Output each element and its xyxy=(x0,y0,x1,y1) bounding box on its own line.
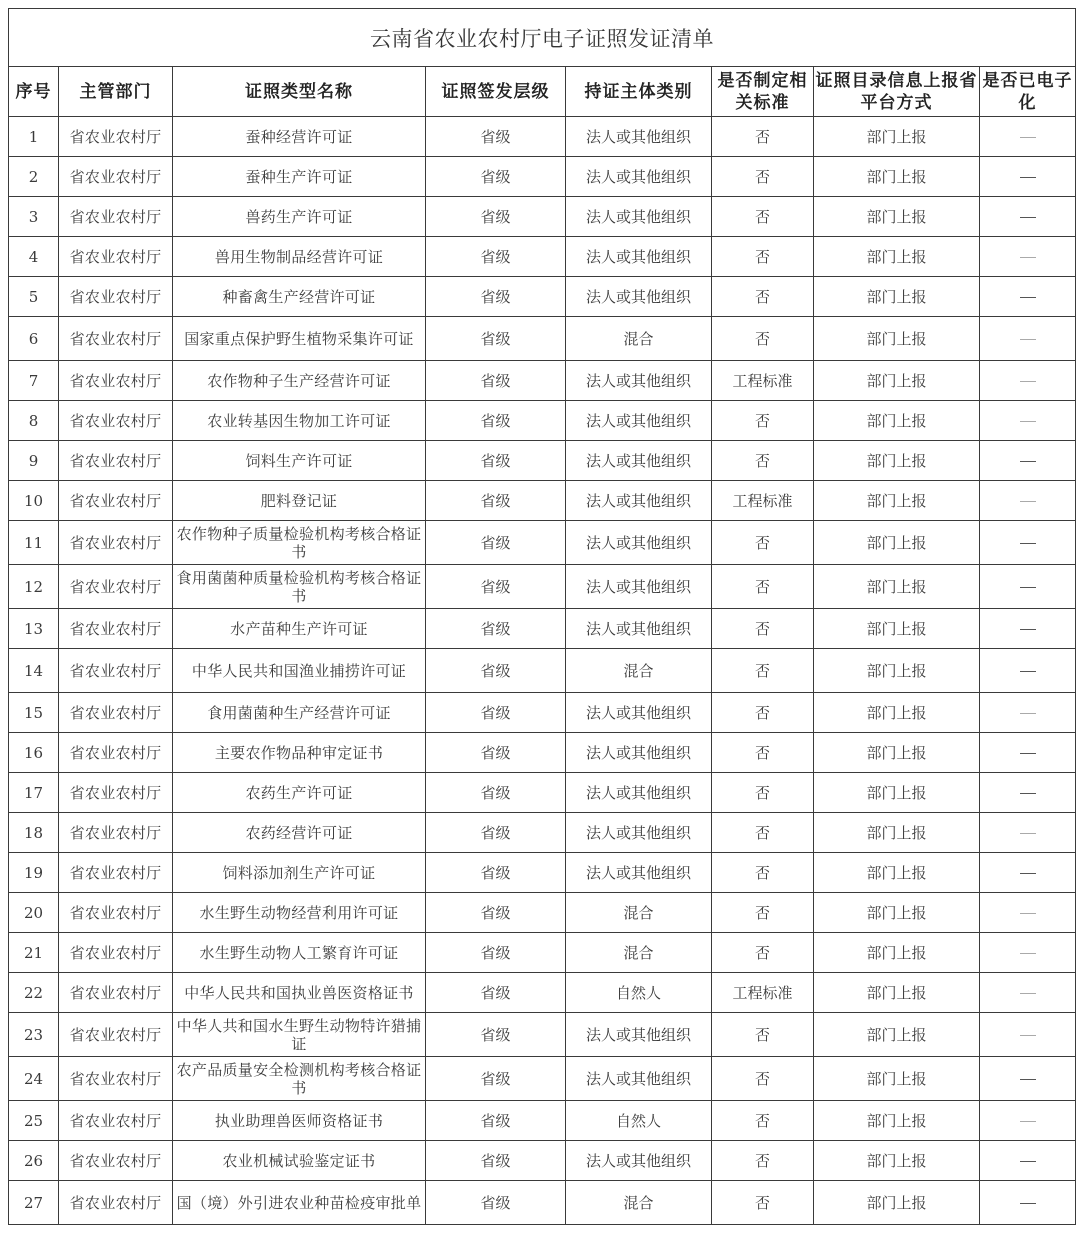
cell-name: 国家重点保护野生植物采集许可证 xyxy=(173,317,426,361)
cell-standard: 否 xyxy=(712,693,814,733)
cell-no: 16 xyxy=(9,733,59,773)
cell-no: 11 xyxy=(9,521,59,565)
cell-digitized xyxy=(980,1181,1076,1225)
cell-name: 肥料登记证 xyxy=(173,481,426,521)
cell-report: 部门上报 xyxy=(814,733,980,773)
cell-dept: 省农业农村厅 xyxy=(59,521,173,565)
cell-name: 食用菌菌种质量检验机构考核合格证书 xyxy=(173,565,426,609)
cell-name: 兽用生物制品经营许可证 xyxy=(173,237,426,277)
table-row xyxy=(9,1057,1076,1101)
cell-level: 省级 xyxy=(426,441,566,481)
cell-standard: 否 xyxy=(712,853,814,893)
cell-no: 17 xyxy=(9,773,59,813)
cell-standard: 否 xyxy=(712,277,814,317)
table-row xyxy=(9,649,1076,693)
table-row xyxy=(9,1101,1076,1141)
cell-name: 种畜禽生产经营许可证 xyxy=(173,277,426,317)
table-row xyxy=(9,441,1076,481)
cell-dept: 省农业农村厅 xyxy=(59,1101,173,1141)
dash-icon xyxy=(1020,833,1036,834)
cell-holder: 法人或其他组织 xyxy=(566,1141,712,1181)
cell-digitized xyxy=(980,361,1076,401)
cell-digitized xyxy=(980,565,1076,609)
cell-name: 农作物种子质量检验机构考核合格证书 xyxy=(173,521,426,565)
certificate-list-table xyxy=(8,8,1076,1225)
cell-report: 部门上报 xyxy=(814,1057,980,1101)
dash-icon xyxy=(1020,543,1036,544)
header-row xyxy=(9,67,1076,117)
cell-no: 4 xyxy=(9,237,59,277)
cell-name: 中华人共和国水生野生动物特许猎捕证 xyxy=(173,1013,426,1057)
cell-report: 部门上报 xyxy=(814,973,980,1013)
cell-report: 部门上报 xyxy=(814,693,980,733)
cell-report: 部门上报 xyxy=(814,649,980,693)
dash-icon xyxy=(1020,713,1036,714)
cell-report: 部门上报 xyxy=(814,441,980,481)
cell-no: 24 xyxy=(9,1057,59,1101)
table-row xyxy=(9,481,1076,521)
cell-no: 10 xyxy=(9,481,59,521)
cell-name: 国（境）外引进农业种苗检疫审批单 xyxy=(173,1181,426,1225)
dash-icon xyxy=(1020,461,1036,462)
column-header-digitized: 是否已电子化 xyxy=(980,67,1076,117)
table-row xyxy=(9,733,1076,773)
column-header-report: 证照目录信息上报省平台方式 xyxy=(814,67,980,117)
cell-report: 部门上报 xyxy=(814,773,980,813)
cell-level: 省级 xyxy=(426,565,566,609)
cell-holder: 法人或其他组织 xyxy=(566,441,712,481)
table-row xyxy=(9,853,1076,893)
cell-holder: 法人或其他组织 xyxy=(566,197,712,237)
cell-report: 部门上报 xyxy=(814,361,980,401)
cell-digitized xyxy=(980,277,1076,317)
cell-no: 7 xyxy=(9,361,59,401)
cell-standard: 否 xyxy=(712,1181,814,1225)
table-row xyxy=(9,361,1076,401)
dash-icon xyxy=(1020,501,1036,502)
cell-standard: 否 xyxy=(712,237,814,277)
dash-icon xyxy=(1020,381,1036,382)
cell-dept: 省农业农村厅 xyxy=(59,853,173,893)
cell-report: 部门上报 xyxy=(814,609,980,649)
cell-dept: 省农业农村厅 xyxy=(59,237,173,277)
cell-no: 18 xyxy=(9,813,59,853)
cell-standard: 工程标准 xyxy=(712,361,814,401)
cell-holder: 法人或其他组织 xyxy=(566,1057,712,1101)
cell-name: 饲料添加剂生产许可证 xyxy=(173,853,426,893)
cell-standard: 否 xyxy=(712,1141,814,1181)
dash-icon xyxy=(1020,137,1036,138)
cell-name: 主要农作物品种审定证书 xyxy=(173,733,426,773)
dash-icon xyxy=(1020,421,1036,422)
cell-level: 省级 xyxy=(426,317,566,361)
table-body xyxy=(9,117,1076,1225)
cell-level: 省级 xyxy=(426,693,566,733)
cell-no: 26 xyxy=(9,1141,59,1181)
table-row xyxy=(9,973,1076,1013)
cell-report: 部门上报 xyxy=(814,197,980,237)
dash-icon xyxy=(1020,587,1036,588)
cell-name: 中华人民共和国执业兽医资格证书 xyxy=(173,973,426,1013)
cell-report: 部门上报 xyxy=(814,933,980,973)
cell-holder: 法人或其他组织 xyxy=(566,1013,712,1057)
cell-report: 部门上报 xyxy=(814,813,980,853)
cell-no: 1 xyxy=(9,117,59,157)
cell-name: 水生野生动物经营利用许可证 xyxy=(173,893,426,933)
table-row xyxy=(9,317,1076,361)
dash-icon xyxy=(1020,629,1036,630)
table-row xyxy=(9,401,1076,441)
column-header-no: 序号 xyxy=(9,67,59,117)
cell-digitized xyxy=(980,893,1076,933)
cell-level: 省级 xyxy=(426,401,566,441)
cell-holder: 自然人 xyxy=(566,973,712,1013)
cell-standard: 否 xyxy=(712,609,814,649)
cell-level: 省级 xyxy=(426,649,566,693)
table-row xyxy=(9,157,1076,197)
cell-level: 省级 xyxy=(426,1101,566,1141)
cell-dept: 省农业农村厅 xyxy=(59,401,173,441)
dash-icon xyxy=(1020,671,1036,672)
cell-dept: 省农业农村厅 xyxy=(59,1013,173,1057)
cell-dept: 省农业农村厅 xyxy=(59,649,173,693)
cell-holder: 自然人 xyxy=(566,1101,712,1141)
table-row xyxy=(9,609,1076,649)
cell-name: 农作物种子生产经营许可证 xyxy=(173,361,426,401)
cell-level: 省级 xyxy=(426,1141,566,1181)
cell-holder: 法人或其他组织 xyxy=(566,853,712,893)
cell-report: 部门上报 xyxy=(814,565,980,609)
cell-name: 执业助理兽医师资格证书 xyxy=(173,1101,426,1141)
cell-standard: 否 xyxy=(712,565,814,609)
cell-standard: 否 xyxy=(712,441,814,481)
cell-digitized xyxy=(980,117,1076,157)
cell-holder: 混合 xyxy=(566,933,712,973)
dash-icon xyxy=(1020,873,1036,874)
column-header-level: 证照签发层级 xyxy=(426,67,566,117)
cell-report: 部门上报 xyxy=(814,1013,980,1057)
cell-digitized xyxy=(980,973,1076,1013)
cell-report: 部门上报 xyxy=(814,893,980,933)
cell-name: 饲料生产许可证 xyxy=(173,441,426,481)
dash-icon xyxy=(1020,1079,1036,1080)
dash-icon xyxy=(1020,1161,1036,1162)
cell-name: 农业转基因生物加工许可证 xyxy=(173,401,426,441)
cell-no: 5 xyxy=(9,277,59,317)
document-title: 云南省农业农村厅电子证照发证清单 xyxy=(9,9,1076,67)
cell-dept: 省农业农村厅 xyxy=(59,609,173,649)
dash-icon xyxy=(1020,913,1036,914)
cell-digitized xyxy=(980,157,1076,197)
dash-icon xyxy=(1020,1121,1036,1122)
column-header-holder: 持证主体类别 xyxy=(566,67,712,117)
cell-report: 部门上报 xyxy=(814,277,980,317)
cell-report: 部门上报 xyxy=(814,853,980,893)
dash-icon xyxy=(1020,953,1036,954)
column-header-dept: 主管部门 xyxy=(59,67,173,117)
cell-dept: 省农业农村厅 xyxy=(59,441,173,481)
cell-digitized xyxy=(980,813,1076,853)
cell-holder: 法人或其他组织 xyxy=(566,609,712,649)
cell-standard: 否 xyxy=(712,117,814,157)
cell-standard: 否 xyxy=(712,933,814,973)
cell-report: 部门上报 xyxy=(814,117,980,157)
cell-standard: 工程标准 xyxy=(712,973,814,1013)
cell-dept: 省农业农村厅 xyxy=(59,361,173,401)
cell-no: 19 xyxy=(9,853,59,893)
cell-holder: 混合 xyxy=(566,1181,712,1225)
cell-digitized xyxy=(980,773,1076,813)
cell-no: 3 xyxy=(9,197,59,237)
cell-digitized xyxy=(980,441,1076,481)
cell-standard: 否 xyxy=(712,197,814,237)
dash-icon xyxy=(1020,177,1036,178)
cell-level: 省级 xyxy=(426,933,566,973)
cell-name: 农产品质量安全检测机构考核合格证书 xyxy=(173,1057,426,1101)
table-row xyxy=(9,773,1076,813)
cell-dept: 省农业农村厅 xyxy=(59,565,173,609)
cell-standard: 工程标准 xyxy=(712,481,814,521)
cell-dept: 省农业农村厅 xyxy=(59,1181,173,1225)
cell-report: 部门上报 xyxy=(814,401,980,441)
dash-icon xyxy=(1020,1035,1036,1036)
table-row xyxy=(9,117,1076,157)
cell-report: 部门上报 xyxy=(814,481,980,521)
cell-holder: 法人或其他组织 xyxy=(566,693,712,733)
cell-standard: 否 xyxy=(712,649,814,693)
cell-level: 省级 xyxy=(426,1057,566,1101)
cell-no: 12 xyxy=(9,565,59,609)
cell-no: 2 xyxy=(9,157,59,197)
cell-digitized xyxy=(980,1141,1076,1181)
cell-name: 农药经营许可证 xyxy=(173,813,426,853)
dash-icon xyxy=(1020,339,1036,340)
cell-dept: 省农业农村厅 xyxy=(59,117,173,157)
table-row xyxy=(9,1141,1076,1181)
table-row xyxy=(9,277,1076,317)
cell-dept: 省农业农村厅 xyxy=(59,973,173,1013)
cell-standard: 否 xyxy=(712,1101,814,1141)
cell-level: 省级 xyxy=(426,973,566,1013)
cell-holder: 法人或其他组织 xyxy=(566,733,712,773)
cell-report: 部门上报 xyxy=(814,521,980,565)
cell-level: 省级 xyxy=(426,361,566,401)
cell-no: 22 xyxy=(9,973,59,1013)
cell-dept: 省农业农村厅 xyxy=(59,197,173,237)
cell-name: 兽药生产许可证 xyxy=(173,197,426,237)
cell-name: 农业机械试验鉴定证书 xyxy=(173,1141,426,1181)
cell-no: 20 xyxy=(9,893,59,933)
cell-holder: 法人或其他组织 xyxy=(566,813,712,853)
cell-dept: 省农业农村厅 xyxy=(59,1141,173,1181)
cell-standard: 否 xyxy=(712,813,814,853)
cell-level: 省级 xyxy=(426,773,566,813)
dash-icon xyxy=(1020,1203,1036,1204)
cell-report: 部门上报 xyxy=(814,237,980,277)
cell-no: 23 xyxy=(9,1013,59,1057)
cell-digitized xyxy=(980,317,1076,361)
cell-no: 6 xyxy=(9,317,59,361)
cell-dept: 省农业农村厅 xyxy=(59,933,173,973)
cell-digitized xyxy=(980,401,1076,441)
cell-digitized xyxy=(980,853,1076,893)
cell-standard: 否 xyxy=(712,157,814,197)
cell-digitized xyxy=(980,521,1076,565)
cell-holder: 混合 xyxy=(566,893,712,933)
cell-no: 9 xyxy=(9,441,59,481)
cell-digitized xyxy=(980,933,1076,973)
column-header-name: 证照类型名称 xyxy=(173,67,426,117)
cell-holder: 法人或其他组织 xyxy=(566,237,712,277)
cell-digitized xyxy=(980,649,1076,693)
cell-level: 省级 xyxy=(426,1181,566,1225)
cell-no: 25 xyxy=(9,1101,59,1141)
cell-standard: 否 xyxy=(712,1013,814,1057)
cell-no: 27 xyxy=(9,1181,59,1225)
cell-dept: 省农业农村厅 xyxy=(59,481,173,521)
cell-name: 水产苗种生产许可证 xyxy=(173,609,426,649)
cell-level: 省级 xyxy=(426,521,566,565)
cell-level: 省级 xyxy=(426,481,566,521)
cell-digitized xyxy=(980,237,1076,277)
cell-no: 14 xyxy=(9,649,59,693)
cell-digitized xyxy=(980,197,1076,237)
cell-holder: 法人或其他组织 xyxy=(566,157,712,197)
dash-icon xyxy=(1020,297,1036,298)
cell-holder: 法人或其他组织 xyxy=(566,773,712,813)
cell-holder: 法人或其他组织 xyxy=(566,277,712,317)
cell-dept: 省农业农村厅 xyxy=(59,893,173,933)
cell-level: 省级 xyxy=(426,157,566,197)
cell-dept: 省农业农村厅 xyxy=(59,157,173,197)
cell-dept: 省农业农村厅 xyxy=(59,317,173,361)
cell-digitized xyxy=(980,1057,1076,1101)
cell-level: 省级 xyxy=(426,237,566,277)
cell-no: 15 xyxy=(9,693,59,733)
cell-report: 部门上报 xyxy=(814,1141,980,1181)
table-row xyxy=(9,565,1076,609)
cell-standard: 否 xyxy=(712,401,814,441)
cell-name: 食用菌菌种生产经营许可证 xyxy=(173,693,426,733)
cell-standard: 否 xyxy=(712,1057,814,1101)
dash-icon xyxy=(1020,993,1036,994)
cell-level: 省级 xyxy=(426,609,566,649)
cell-standard: 否 xyxy=(712,733,814,773)
cell-no: 8 xyxy=(9,401,59,441)
cell-holder: 法人或其他组织 xyxy=(566,565,712,609)
cell-dept: 省农业农村厅 xyxy=(59,773,173,813)
cell-holder: 法人或其他组织 xyxy=(566,117,712,157)
cell-holder: 法人或其他组织 xyxy=(566,521,712,565)
cell-name: 水生野生动物人工繁育许可证 xyxy=(173,933,426,973)
cell-digitized xyxy=(980,1013,1076,1057)
cell-level: 省级 xyxy=(426,853,566,893)
dash-icon xyxy=(1020,753,1036,754)
dash-icon xyxy=(1020,217,1036,218)
cell-holder: 混合 xyxy=(566,317,712,361)
cell-name: 蚕种生产许可证 xyxy=(173,157,426,197)
cell-no: 13 xyxy=(9,609,59,649)
cell-level: 省级 xyxy=(426,117,566,157)
cell-level: 省级 xyxy=(426,1013,566,1057)
cell-dept: 省农业农村厅 xyxy=(59,693,173,733)
cell-dept: 省农业农村厅 xyxy=(59,813,173,853)
table-row xyxy=(9,1181,1076,1225)
table-row xyxy=(9,933,1076,973)
cell-name: 农药生产许可证 xyxy=(173,773,426,813)
table-row xyxy=(9,813,1076,853)
cell-standard: 否 xyxy=(712,773,814,813)
cell-holder: 法人或其他组织 xyxy=(566,401,712,441)
table-row xyxy=(9,237,1076,277)
table-row xyxy=(9,197,1076,237)
table-row xyxy=(9,893,1076,933)
cell-holder: 法人或其他组织 xyxy=(566,481,712,521)
cell-level: 省级 xyxy=(426,893,566,933)
cell-holder: 法人或其他组织 xyxy=(566,361,712,401)
cell-name: 中华人民共和国渔业捕捞许可证 xyxy=(173,649,426,693)
cell-level: 省级 xyxy=(426,813,566,853)
table-row xyxy=(9,1013,1076,1057)
dash-icon xyxy=(1020,793,1036,794)
dash-icon xyxy=(1020,257,1036,258)
cell-holder: 混合 xyxy=(566,649,712,693)
cell-standard: 否 xyxy=(712,317,814,361)
cell-digitized xyxy=(980,733,1076,773)
cell-dept: 省农业农村厅 xyxy=(59,1057,173,1101)
cell-digitized xyxy=(980,693,1076,733)
cell-standard: 否 xyxy=(712,893,814,933)
cell-no: 21 xyxy=(9,933,59,973)
cell-digitized xyxy=(980,609,1076,649)
cell-standard: 否 xyxy=(712,521,814,565)
cell-digitized xyxy=(980,481,1076,521)
table-row xyxy=(9,521,1076,565)
table-row xyxy=(9,693,1076,733)
cell-report: 部门上报 xyxy=(814,1181,980,1225)
cell-report: 部门上报 xyxy=(814,317,980,361)
cell-dept: 省农业农村厅 xyxy=(59,733,173,773)
cell-dept: 省农业农村厅 xyxy=(59,277,173,317)
cell-digitized xyxy=(980,1101,1076,1141)
cell-level: 省级 xyxy=(426,197,566,237)
cell-level: 省级 xyxy=(426,733,566,773)
cell-level: 省级 xyxy=(426,277,566,317)
cell-report: 部门上报 xyxy=(814,1101,980,1141)
cell-name: 蚕种经营许可证 xyxy=(173,117,426,157)
cell-report: 部门上报 xyxy=(814,157,980,197)
column-header-standard: 是否制定相关标准 xyxy=(712,67,814,117)
